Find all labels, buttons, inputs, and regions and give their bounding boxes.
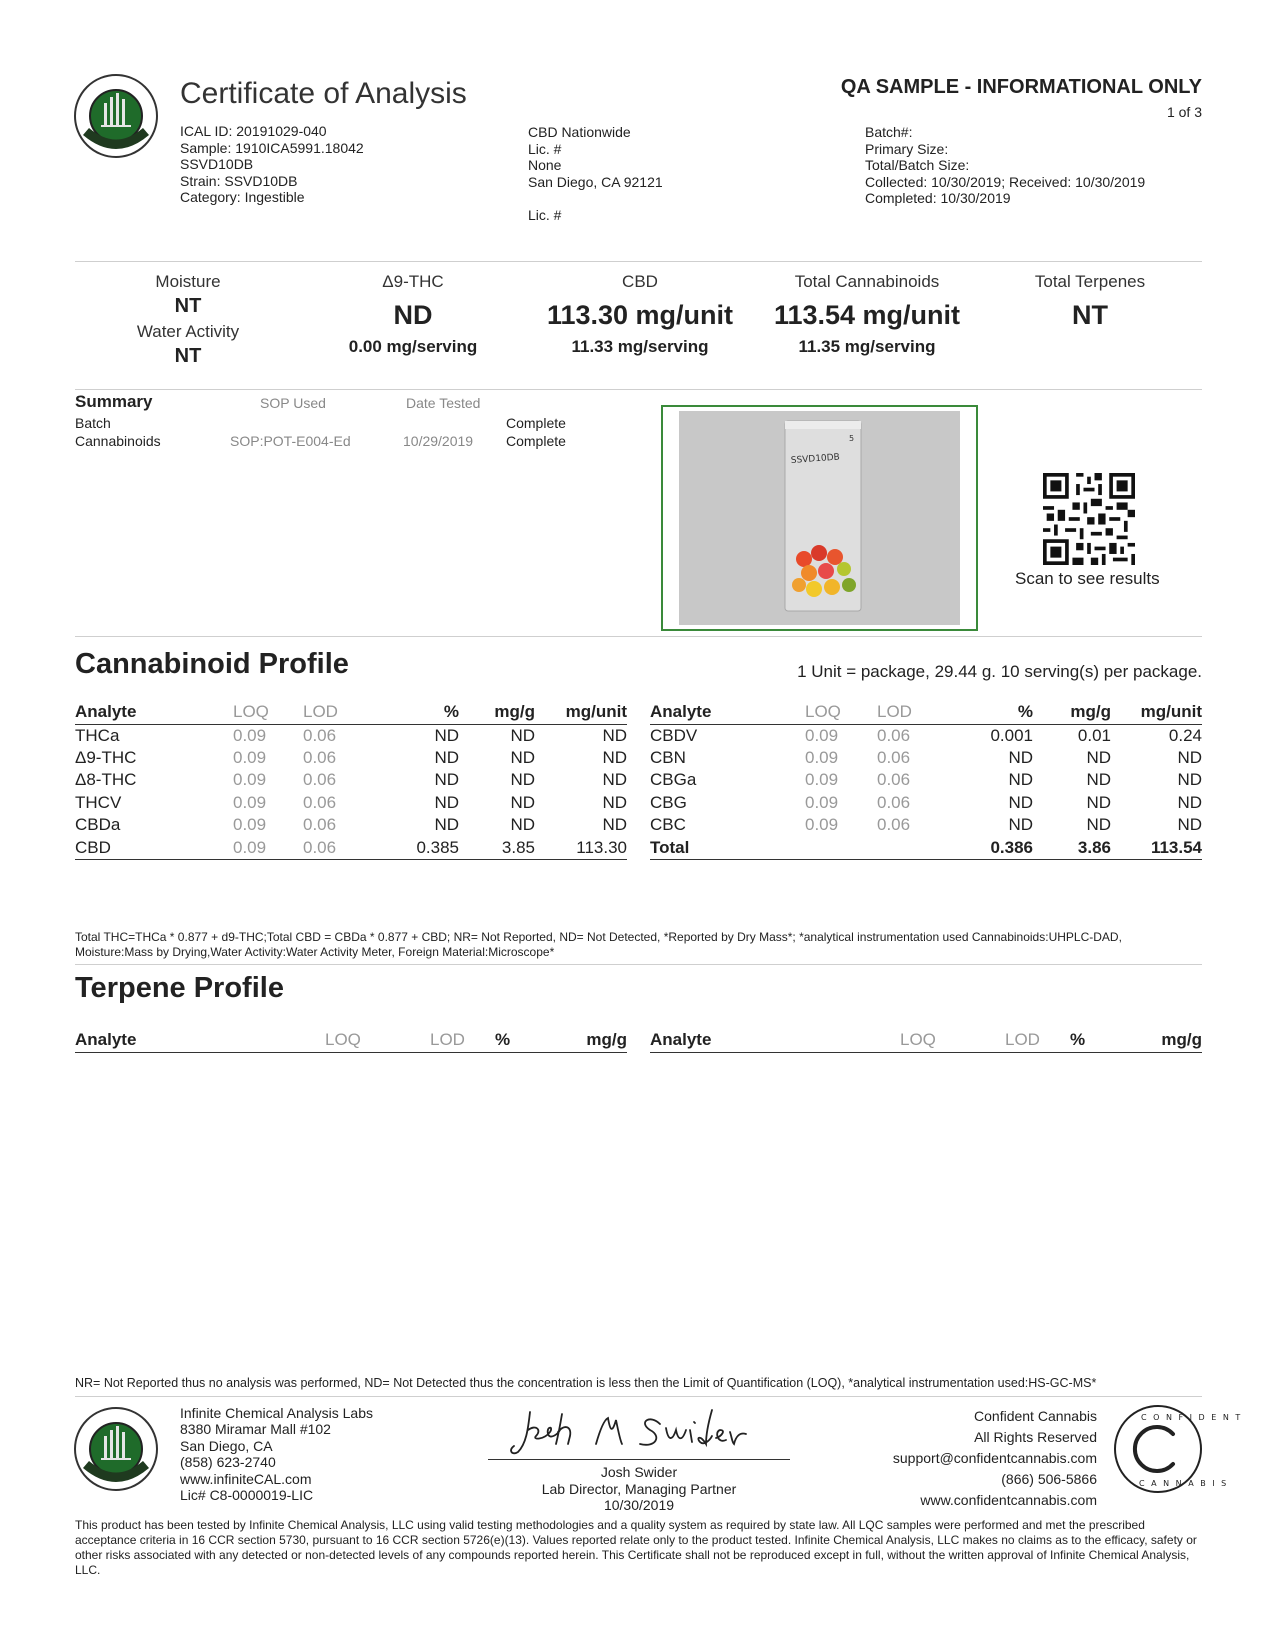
svg-text:C O N F I D E N T: C O N F I D E N T (1141, 1413, 1243, 1422)
sample-info: ICAL ID: 20191029-040 Sample: 1910ICA5991.18042 SSVD10DB Strain: SSVD10DB Category: Ingestible (180, 123, 364, 205)
divider (75, 261, 1202, 262)
date-column-header: Date Tested (406, 395, 481, 411)
total-cannabinoids-metric: Total Cannabinoids 113.54 mg/unit 11.35 mg/serving (773, 272, 961, 356)
table-row: CBGa 0.09 0.06 ND ND ND (650, 770, 1202, 790)
batch-info: Batch#: Primary Size: Total/Batch Size: Collected: 10/30/2019; Received: 10/30/2019 Completed: 10/30/2019 (865, 124, 1146, 206)
summary-heading: Summary (75, 392, 153, 411)
lab-address: Infinite Chemical Analysis Labs 8380 Miramar Mall #102 San Diego, CA (858) 623-2740 www.infiniteCAL.com Lic# C8-0000019-LIC (180, 1405, 373, 1504)
thc-metric: Δ9-THC ND 0.00 mg/serving (348, 272, 478, 356)
cbd-metric: CBD 113.30 mg/unit 11.33 mg/serving (546, 272, 734, 356)
divider (75, 389, 1202, 390)
lab-logo-icon (73, 1406, 159, 1492)
confident-cannabis-info: Confident Cannabis All Rights Reserved support@confidentcannabis.com (866) 506-5866 www.confidentcannabis.com (892, 1408, 1097, 1508)
svg-text:5: 5 (849, 434, 855, 443)
cannabinoid-note: Total THC=THCa * 0.877 + d9-THC;Total CBD = CBDa * 0.877 + CBD; NR= Not Reported, ND= Not Detected, *Reported by Dry Mass*; *analytical instrumentation used Cannabinoids:UHPLC-DAD, Moisture:Mass by Drying,Water Activity:Water Activity Meter, Foreign Material:Microscope* (75, 930, 1122, 959)
terpene-table-left-header: Analyte LOQ LOD % mg/g (75, 1030, 627, 1053)
sop-column-header: SOP Used (260, 395, 326, 411)
cannabinoid-table-left: Analyte LOQ LOD % mg/g mg/unit THCa 0.09 0.06 ND ND ND Δ9-THC 0.09 0.06 ND ND ND Δ8-THC 0.09 0.06 ND ND ND THCV 0.09 0.06 ND ND ND CBDa 0.09 0.06 ND ND ND CBD 0.09 0.06 0.385 3.85 113.30 (75, 701, 627, 860)
terpene-profile-heading: Terpene Profile (75, 972, 284, 1004)
table-row: THCa 0.09 0.06 ND ND ND (75, 725, 627, 745)
divider (75, 1396, 1202, 1397)
signature-icon (500, 1400, 780, 1462)
confident-cannabis-logo-icon (1113, 1404, 1243, 1494)
summary-row-name: Batch (75, 415, 111, 431)
qa-banner: QA SAMPLE - INFORMATIONAL ONLY (840, 76, 1202, 98)
summary-row-name: Cannabinoids (75, 433, 161, 449)
terpene-table-right-header: Analyte LOQ LOD % mg/g (650, 1030, 1202, 1053)
client-info: CBD Nationwide Lic. # None San Diego, CA 92121 Lic. # (528, 124, 663, 223)
divider (75, 636, 1202, 637)
page-number: 1 of 3 (1166, 104, 1202, 120)
summary-row-sop: SOP:POT-E004-Ed (230, 433, 351, 449)
svg-text:C A N N A B I S: C A N N A B I S (1139, 1479, 1229, 1488)
table-row: CBDV 0.09 0.06 0.001 0.01 0.24 (650, 725, 1202, 745)
lab-logo-icon (73, 73, 159, 159)
table-row: Δ9-THC 0.09 0.06 ND ND ND (75, 747, 627, 767)
signature-line (488, 1459, 790, 1460)
legal-disclaimer: This product has been tested by Infinite Chemical Analysis, LLC using valid testing methodologies and a quality system as required by state law. All LQC samples were performed and met the prescribed acceptance criteria in 16 CCR section 5730, pursuant to 16 CCR section 5726(e)(13). Values reported relate only to the product tested. Infinite Chemical Analysis, LLC makes no claims as to the efficacy, safety or other risks associated with any detected or non-detected levels of any compounds reported herein. This Certificate shall not be reproduced except in full, without the written approval of Infinite Chemical Analysis, LLC. (75, 1518, 1197, 1577)
cannabinoid-profile-heading: Cannabinoid Profile (75, 648, 349, 680)
total-row: Total 0.386 3.86 113.54 (650, 837, 1202, 860)
summary-row-status: Complete (506, 415, 566, 431)
table-row: CBG 0.09 0.06 ND ND ND (650, 792, 1202, 812)
table-row: CBN 0.09 0.06 ND ND ND (650, 747, 1202, 767)
qr-code-icon[interactable] (1043, 473, 1135, 565)
svg-text:SSVD10DB: SSVD10DB (790, 452, 841, 466)
table-row: CBD 0.09 0.06 0.385 3.85 113.30 (75, 837, 627, 860)
sample-photo (679, 411, 960, 625)
cannabinoid-table-right: Analyte LOQ LOD % mg/g mg/unit CBDV 0.09 0.06 0.001 0.01 0.24 CBN 0.09 0.06 ND ND ND CBGa 0.09 0.06 ND ND ND CBG 0.09 0.06 ND ND ND CBC 0.09 0.06 ND ND ND Total 0.386 3.86 113.54 (650, 701, 1202, 860)
table-row: CBDa 0.09 0.06 ND ND ND (75, 815, 627, 835)
divider (75, 964, 1202, 965)
terpene-note: NR= Not Reported thus no analysis was performed, ND= Not Detected thus the concentration is less then the Limit of Quantification (LOQ), *analytical instrumentation used:HS-GC-MS* (75, 1376, 1097, 1390)
table-row: Δ8-THC 0.09 0.06 ND ND ND (75, 770, 627, 790)
summary-row-date: 10/29/2019 (403, 433, 474, 449)
summary-row-status: Complete (506, 433, 566, 449)
signer-info: Josh Swider Lab Director, Managing Partner 10/30/2019 (541, 1464, 737, 1513)
unit-info: 1 Unit = package, 29.44 g. 10 serving(s) per package. (797, 662, 1202, 681)
table-row: THCV 0.09 0.06 ND ND ND (75, 792, 627, 812)
table-row: CBC 0.09 0.06 ND ND ND (650, 815, 1202, 835)
qr-caption: Scan to see results (1015, 569, 1160, 588)
moisture-metric: Moisture NT Water Activity NT (136, 272, 240, 367)
total-terpenes-metric: Total Terpenes NT (1034, 272, 1146, 330)
page-title: Certificate of Analysis (180, 77, 467, 110)
